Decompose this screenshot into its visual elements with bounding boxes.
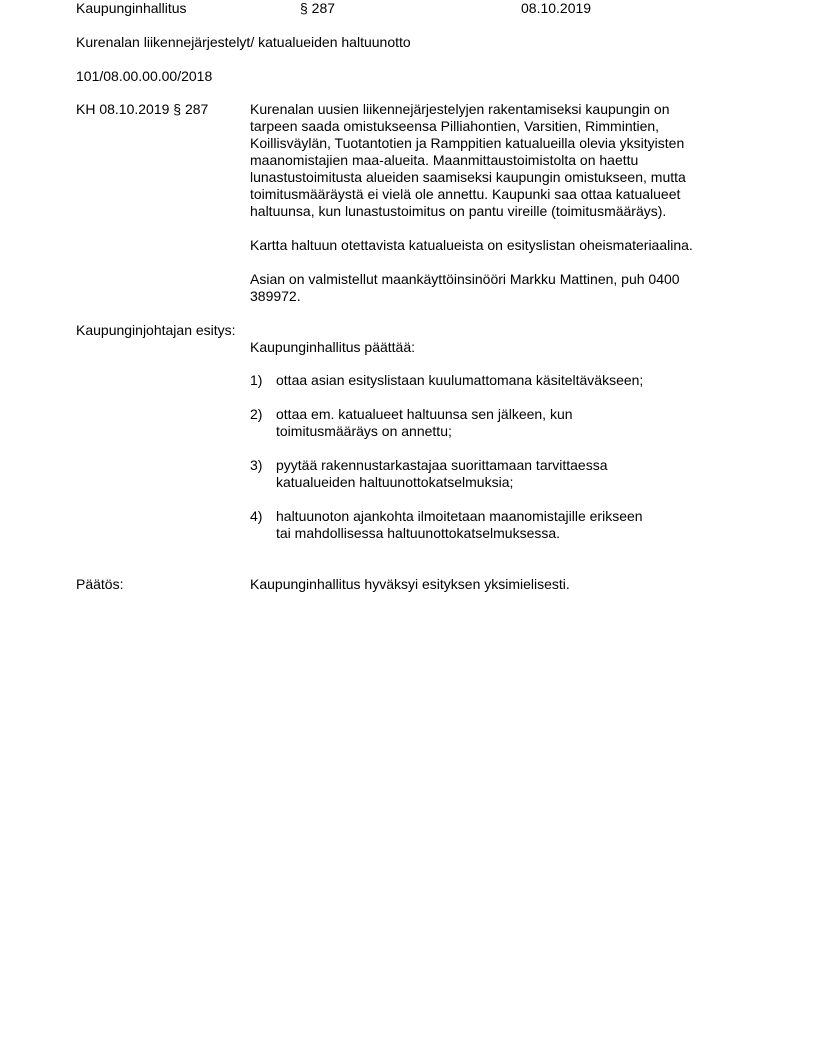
body-line: maanomistajien maa-alueita. Maanmittaustoimistolta on haettu — [250, 152, 639, 168]
proposal-reference: KH 08.10.2019 § 287 — [76, 101, 209, 117]
proposal-item-number: 4) — [250, 508, 263, 524]
proposal-item-line: haltuunoton ajankohta ilmoitetaan maanomistajille erikseen — [276, 508, 643, 524]
body-paragraph-1 — [250, 101, 750, 220]
body-line: Kurenalan uusien liikennejärjestelyjen rakentamiseksi kaupungin on — [250, 101, 670, 117]
header-date: 08.10.2019 — [521, 0, 592, 16]
proposal-item-line: pyytää rakennustarkastajaa suorittamaan tarvittaessa — [276, 457, 608, 473]
header-section: § 287 — [300, 0, 336, 16]
body-line: haltuunsa, kun lunastustoimitus on pantu vireille (toimitusmääräys). — [250, 203, 667, 219]
proposal-item-line: katualueiden haltuunottokatselmuksia; — [276, 474, 514, 490]
body-paragraph-3 — [250, 271, 750, 305]
body-line: Asian on valmistellut maankäyttöinsinööri Markku Mattinen, puh 0400 — [250, 271, 680, 287]
proposal-item-line: ottaa asian esityslistaan kuulumattomana käsiteltäväkseen; — [276, 372, 644, 388]
body-line: Koillisväylän, Tuotantotien ja Ramppitien katualueilla olevia yksityisten — [250, 135, 685, 151]
document-title: Kurenalan liikennejärjestelyt/ katualueiden haltuunotto — [76, 34, 411, 50]
proposal-item-number: 1) — [250, 372, 263, 388]
body-line: lunastustoimitusta alueiden saamiseksi kaupungin omistukseen, mutta — [250, 169, 686, 185]
proposal-item-line: tai mahdollisessa haltuunottokatselmuksessa. — [276, 525, 561, 541]
record-number: 101/08.00.00.00/2018 — [76, 68, 213, 84]
decision-text: Kaupunginhallitus hyväksyi esityksen yksimielisesti. — [250, 576, 570, 592]
mayor-proposal-intro: Kaupunginhallitus päättää: — [250, 339, 416, 355]
proposal-item-line: ottaa em. katualueet haltuunsa sen jälkeen, kun — [276, 406, 573, 422]
proposal-item-line: toimitusmääräys on annettu; — [276, 423, 452, 439]
body-line: 389972. — [250, 288, 301, 304]
body-line: toimitusmääräystä ei vielä ole annettu. Kaupunki saa ottaa katualueet — [250, 186, 681, 202]
header-organ: Kaupunginhallitus — [76, 0, 187, 16]
proposal-item-number: 2) — [250, 406, 263, 422]
decision-label: Päätös: — [76, 576, 124, 592]
body-paragraph-2: Kartta haltuun otettavista katualueista on esityslistan oheismateriaalina. — [250, 237, 693, 253]
mayor-proposal-label: Kaupunginjohtajan esitys: — [76, 322, 236, 338]
body-line: tarpeen saada omistukseensa Pilliahontien, Varsitien, Rimmintien, — [250, 118, 660, 134]
proposal-item-number: 3) — [250, 457, 263, 473]
